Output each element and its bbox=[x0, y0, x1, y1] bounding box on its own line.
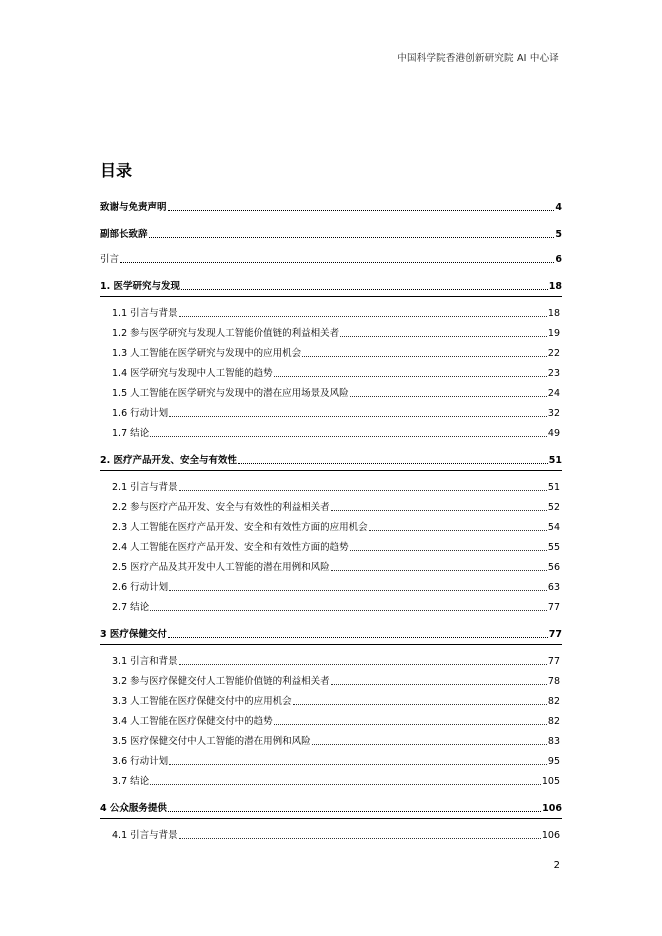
toc-chapter-3[interactable] bbox=[100, 627, 562, 641]
page-number: 2 bbox=[553, 860, 560, 871]
toc-entry-label: 1.5 人工智能在医学研究与发现中的潜在应用场景及风险 bbox=[112, 388, 349, 399]
toc-entry-page: 54 bbox=[547, 522, 560, 533]
toc-entry[interactable] bbox=[112, 754, 560, 768]
dot-leader bbox=[274, 375, 547, 377]
toc-entry-label: 1.4 医学研究与发现中人工智能的趋势 bbox=[112, 368, 273, 379]
dot-leader bbox=[120, 261, 554, 263]
toc-entry-label: 3.2 参与医疗保健交付人工智能价值链的利益相关者 bbox=[112, 676, 330, 687]
running-header: 中国科学院香港创新研究院 AI 中心译 bbox=[397, 53, 559, 64]
toc-entry-page: 56 bbox=[547, 562, 560, 573]
chapter-divider bbox=[100, 296, 562, 297]
toc-entry-label: 3.5 医疗保健交付中人工智能的潜在用例和风险 bbox=[112, 736, 311, 747]
toc-entry-page: 32 bbox=[547, 408, 560, 419]
dot-leader bbox=[302, 355, 547, 357]
toc-entry[interactable] bbox=[112, 426, 560, 440]
toc-entry-label: 致谢与免责声明 bbox=[100, 202, 167, 213]
dot-leader bbox=[179, 837, 541, 839]
toc-entry-label: 4.1 引言与背景 bbox=[112, 830, 178, 841]
toc-entry[interactable] bbox=[112, 694, 560, 708]
dot-leader bbox=[331, 683, 547, 685]
toc-entry[interactable] bbox=[112, 500, 560, 514]
dot-leader bbox=[150, 435, 547, 437]
dot-leader bbox=[168, 636, 548, 638]
toc-chapter-2[interactable] bbox=[100, 453, 562, 467]
dot-leader bbox=[312, 743, 547, 745]
toc-entry-label: 2.5 医疗产品及其开发中人工智能的潜在用例和风险 bbox=[112, 562, 330, 573]
toc-entry-page: 18 bbox=[547, 308, 560, 319]
toc-entry-label: 1.3 人工智能在医学研究与发现中的应用机会 bbox=[112, 348, 302, 359]
toc-entry-page: 6 bbox=[555, 254, 562, 265]
toc-entry-label: 1.1 引言与背景 bbox=[112, 308, 178, 319]
dot-leader bbox=[168, 209, 555, 211]
dot-leader bbox=[150, 609, 547, 611]
toc-entry-page: 55 bbox=[547, 542, 560, 553]
toc-entry[interactable] bbox=[112, 306, 560, 320]
toc-entry-label: 副部长致辞 bbox=[100, 229, 148, 240]
toc-entry[interactable] bbox=[112, 406, 560, 420]
toc-entry[interactable] bbox=[112, 346, 560, 360]
toc-entry[interactable] bbox=[112, 540, 560, 554]
toc-entry[interactable] bbox=[112, 674, 560, 688]
toc-entry[interactable] bbox=[112, 520, 560, 534]
toc-chapter-1[interactable] bbox=[100, 279, 562, 293]
toc-entry-label: 3.3 人工智能在医疗保健交付中的应用机会 bbox=[112, 696, 292, 707]
dot-leader bbox=[179, 489, 547, 491]
dot-leader bbox=[274, 723, 547, 725]
toc-entry[interactable] bbox=[112, 386, 560, 400]
toc-entry-deputy-foreword[interactable] bbox=[100, 227, 562, 241]
dot-leader bbox=[350, 395, 547, 397]
toc-entry-label: 1.2 参与医学研究与发现人工智能价值链的利益相关者 bbox=[112, 328, 340, 339]
toc-entry-page: 106 bbox=[541, 830, 560, 841]
chapter-divider bbox=[100, 470, 562, 471]
toc-entry-page: 24 bbox=[547, 388, 560, 399]
toc-entry-page: 77 bbox=[548, 629, 562, 640]
dot-leader bbox=[181, 288, 548, 290]
dot-leader bbox=[169, 589, 547, 591]
dot-leader bbox=[169, 763, 547, 765]
toc-entry-label: 3 医疗保健交付 bbox=[100, 629, 167, 640]
toc-entry[interactable] bbox=[112, 366, 560, 380]
toc-entry-page: 82 bbox=[547, 696, 560, 707]
toc-entry[interactable] bbox=[112, 774, 560, 788]
toc-entry-page: 23 bbox=[547, 368, 560, 379]
toc-entry-page: 106 bbox=[542, 803, 562, 814]
toc-entry[interactable] bbox=[112, 714, 560, 728]
toc-entry-label: 3.1 引言和背景 bbox=[112, 656, 178, 667]
chapter-divider bbox=[100, 644, 562, 645]
dot-leader bbox=[150, 783, 541, 785]
dot-leader bbox=[149, 236, 555, 238]
toc-chapter-4[interactable] bbox=[100, 801, 562, 815]
toc-entry[interactable] bbox=[112, 654, 560, 668]
toc-entry-label: 2.4 人工智能在医疗产品开发、安全和有效性方面的趋势 bbox=[112, 542, 349, 553]
toc-entry-page: 4 bbox=[555, 202, 562, 213]
toc-entry-page: 51 bbox=[548, 455, 562, 466]
dot-leader bbox=[331, 569, 547, 571]
dot-leader bbox=[179, 663, 547, 665]
toc-title: 目录 bbox=[100, 161, 133, 180]
toc-entry-label: 3.6 行动计划 bbox=[112, 756, 169, 767]
toc-entry-page: 82 bbox=[547, 716, 560, 727]
toc-entry-page: 63 bbox=[547, 582, 560, 593]
toc-entry-label: 2.6 行动计划 bbox=[112, 582, 169, 593]
dot-leader bbox=[293, 703, 547, 705]
toc-entry[interactable] bbox=[112, 828, 560, 842]
dot-leader bbox=[340, 335, 547, 337]
toc-entry-label: 2.1 引言与背景 bbox=[112, 482, 178, 493]
toc-entry-page: 77 bbox=[547, 602, 560, 613]
toc-entry[interactable] bbox=[112, 600, 560, 614]
toc-entry-label: 1.7 结论 bbox=[112, 428, 150, 439]
dot-leader bbox=[169, 415, 547, 417]
toc-entry-label: 1.6 行动计划 bbox=[112, 408, 169, 419]
toc-entry-label: 2. 医疗产品开发、安全与有效性 bbox=[100, 455, 238, 466]
toc-entry-introduction[interactable] bbox=[100, 252, 562, 266]
toc-entry-label: 2.3 人工智能在医疗产品开发、安全和有效性方面的应用机会 bbox=[112, 522, 368, 533]
toc-entry-page: 5 bbox=[555, 229, 562, 240]
toc-entry-label: 2.2 参与医疗产品开发、安全与有效性的利益相关者 bbox=[112, 502, 330, 513]
toc-entry-label: 1. 医学研究与发现 bbox=[100, 281, 181, 292]
toc-entry-label: 3.4 人工智能在医疗保健交付中的趋势 bbox=[112, 716, 273, 727]
dot-leader bbox=[350, 549, 547, 551]
toc-entry-page: 18 bbox=[548, 281, 562, 292]
toc-entry[interactable] bbox=[112, 560, 560, 574]
toc-entry-page: 52 bbox=[547, 502, 560, 513]
toc-entry-label: 4 公众服务提供 bbox=[100, 803, 167, 814]
toc-entry[interactable] bbox=[112, 480, 560, 494]
toc-entry[interactable] bbox=[112, 734, 560, 748]
dot-leader bbox=[168, 810, 541, 812]
toc-entry-acknowledgements[interactable] bbox=[100, 200, 562, 214]
toc-entry-page: 19 bbox=[547, 328, 560, 339]
chapter-divider bbox=[100, 818, 562, 819]
toc-entry-page: 22 bbox=[547, 348, 560, 359]
toc-entry-page: 83 bbox=[547, 736, 560, 747]
dot-leader bbox=[238, 462, 548, 464]
toc-entry-page: 49 bbox=[547, 428, 560, 439]
toc-entry-label: 2.7 结论 bbox=[112, 602, 150, 613]
toc-entry-page: 77 bbox=[547, 656, 560, 667]
toc-entry-page: 78 bbox=[547, 676, 560, 687]
dot-leader bbox=[369, 529, 547, 531]
toc-entry-page: 51 bbox=[547, 482, 560, 493]
toc-entry[interactable] bbox=[112, 326, 560, 340]
toc-entry-page: 105 bbox=[541, 776, 560, 787]
toc-entry-label: 引言 bbox=[100, 254, 120, 265]
dot-leader bbox=[179, 315, 547, 317]
toc-entry-page: 95 bbox=[547, 756, 560, 767]
toc-entry-label: 3.7 结论 bbox=[112, 776, 150, 787]
toc-entry[interactable] bbox=[112, 580, 560, 594]
dot-leader bbox=[331, 509, 547, 511]
